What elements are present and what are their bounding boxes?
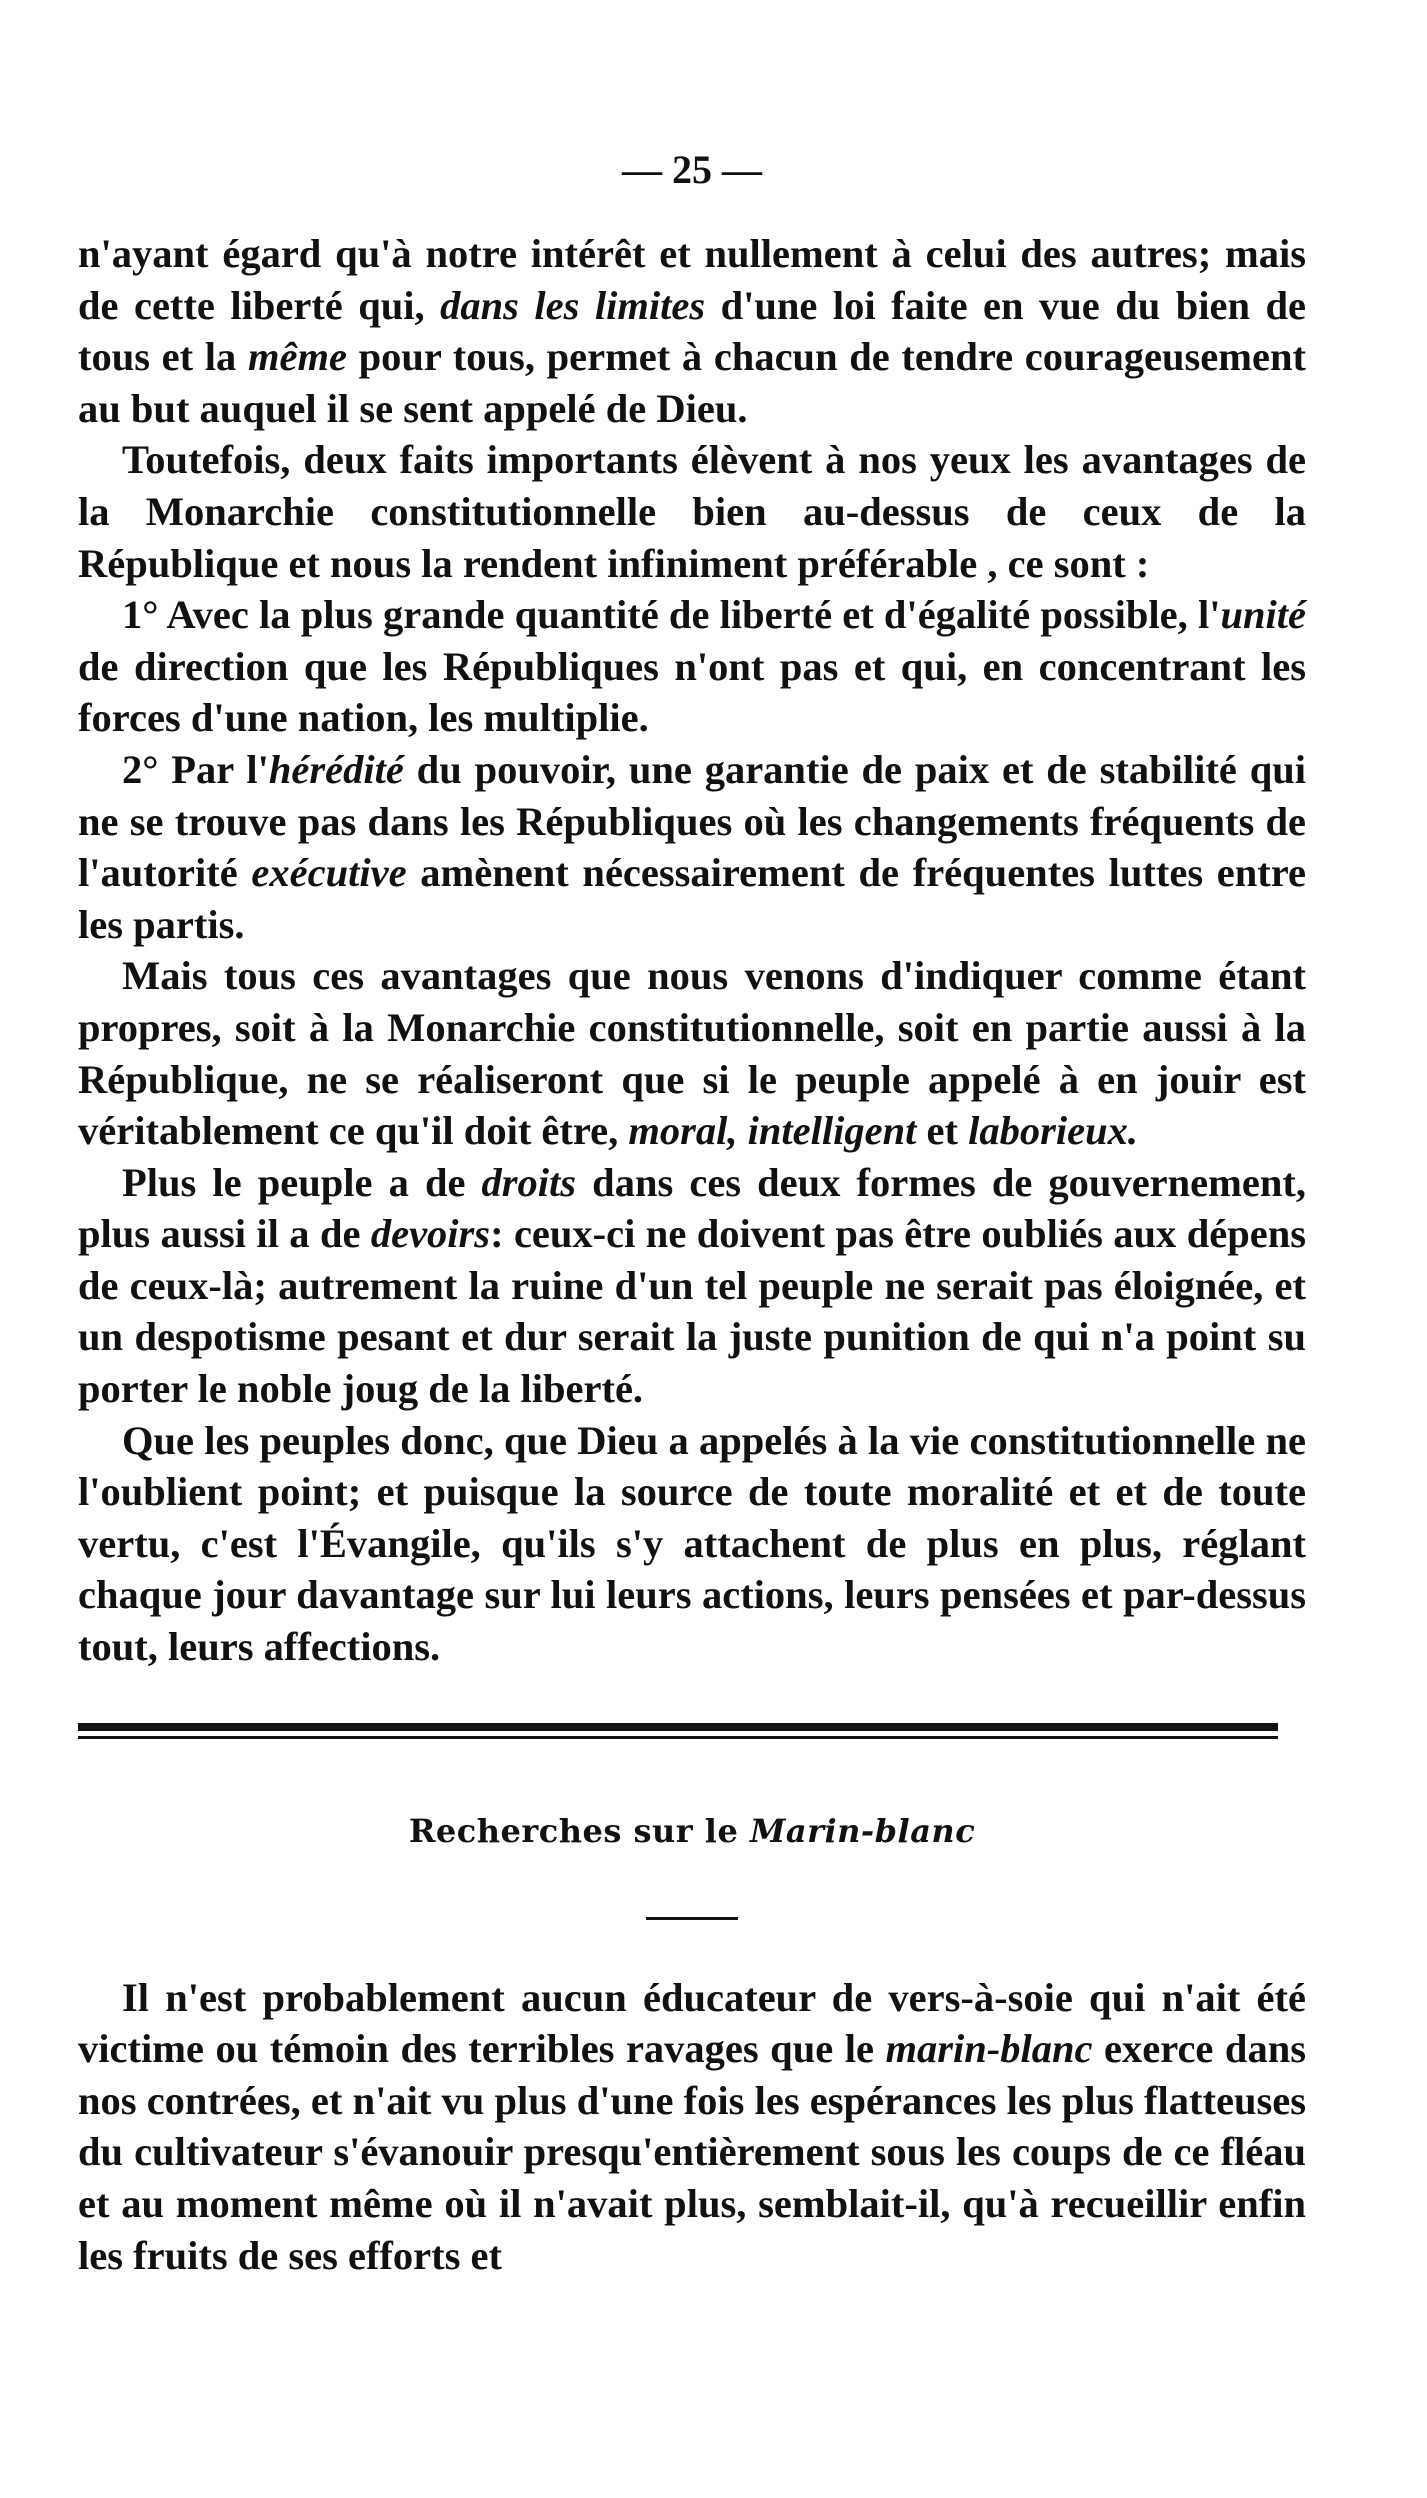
paragraph bbox=[78, 1972, 1306, 2282]
italic-text: unité bbox=[1220, 592, 1306, 638]
italic-text: exécutive bbox=[251, 850, 407, 896]
italic-text: devoirs bbox=[370, 1211, 491, 1257]
text-run: Il n'est probablement aucun éducateur de vers-à-soie qui n'ait été victime ou témoin des terribles ravages que le bbox=[78, 1974, 1306, 2072]
paragraph bbox=[78, 1157, 1306, 1415]
section-title-text: Recherches sur le bbox=[408, 1811, 750, 1850]
separator-thin-rule bbox=[78, 1736, 1278, 1739]
italic-text: moral, intelligent bbox=[628, 1108, 917, 1154]
text-run: de direction que les Républiques n'ont pas et qui, en concentrant les forces d'une nation, les multiplie. bbox=[78, 643, 1306, 741]
paragraph bbox=[78, 589, 1306, 744]
text-run: exerce dans nos contrées, et n'ait vu plus d'une fois les espérances les plus flatteuses du cultivateur s'évanouir presqu'entièrement sous les coups de ce fléau et au moment même où il n'avait plus, semblait-il, qu'à recueillir enfin les fruits de ses efforts et bbox=[78, 2026, 1306, 2278]
text-run: : ceux-ci ne doivent pas être oubliés aux dépens de ceux-là; autrement la ruine d'un tel peuple ne serait pas éloignée, et un despotisme pesant et dur serait la juste punition de qui n'a point su porter le noble joug de la liberté. bbox=[78, 1211, 1306, 1412]
text-run: 2° Par l' bbox=[122, 746, 269, 792]
text-run: du pouvoir, une garantie de paix et de stabilité qui ne se trouve pas dans les Républiques où les changements fréquents de l'autorité bbox=[78, 746, 1306, 896]
text-run: Plus le peuple a de bbox=[122, 1159, 482, 1205]
section-title-italic: Marin-blanc bbox=[749, 1811, 976, 1850]
text-run: 1° Avec la plus grande quantité de liberté et d'égalité possible, l' bbox=[122, 592, 1221, 638]
paragraph bbox=[78, 1415, 1306, 1673]
text-run: pour tous, permet à chacun de tendre courageusement au but auquel il se sent appelé de Dieu. bbox=[78, 334, 1306, 431]
body-text-bottom bbox=[78, 1972, 1306, 2282]
italic-text: même bbox=[247, 334, 347, 380]
italic-text: hérédité bbox=[268, 746, 404, 792]
italic-text: droits bbox=[481, 1159, 577, 1205]
body-text-top bbox=[78, 228, 1306, 1673]
italic-text: dans les limites bbox=[440, 282, 706, 328]
paragraph bbox=[78, 434, 1306, 589]
text-run: Que les peuples donc, que Dieu a appelés à la vie constitutionnelle ne l'oublient point; et puisque la source de toute moralité et et de toute vertu, c'est l'Évangile, qu'ils s'y attachent de plus en plus, réglant chaque jour davantage sur lui leurs actions, leurs pensées et par-dessus tout, leurs affections. bbox=[78, 1417, 1306, 1670]
page-number: — 25 — bbox=[622, 147, 762, 192]
text-run: n'ayant égard qu'à notre intérêt et nullement à celui des autres; mais de cette liberté qui, bbox=[78, 231, 1306, 328]
text-run: Mais tous ces avantages que nous venons d'indiquer comme étant propres, soit à la Monarchie constitutionnelle, soit en partie aussi à la République, ne se réaliseront que si le peuple appelé à en jouir est véritablement ce qu'il doit être, bbox=[78, 953, 1306, 1154]
text-run: dans ces deux formes de gouvernement, plus aussi il a de bbox=[78, 1159, 1306, 1257]
paragraph bbox=[78, 950, 1306, 1156]
italic-text: laborieux. bbox=[968, 1108, 1139, 1154]
section-separator bbox=[78, 1723, 1278, 1739]
text-run: amènent nécessairement de fréquentes luttes entre les partis. bbox=[78, 850, 1306, 947]
paragraph bbox=[78, 228, 1306, 434]
text-run: d'une loi faite en vue du bien de tous et la bbox=[78, 282, 1306, 380]
text-run: et bbox=[916, 1108, 969, 1154]
book-page bbox=[78, 147, 1306, 2281]
italic-text: marin-blanc bbox=[885, 2026, 1093, 2072]
section-title bbox=[78, 1811, 1306, 1851]
separator-thick-rule bbox=[78, 1723, 1278, 1731]
text-run: Toutefois, deux faits importants élèvent à nos yeux les avantages de la Monarchie constitutionnelle bien au-dessus de ceux de la République et nous la rendent infiniment préférable , ce sont : bbox=[78, 437, 1306, 586]
title-underline-rule bbox=[646, 1917, 738, 1920]
paragraph bbox=[78, 744, 1306, 950]
